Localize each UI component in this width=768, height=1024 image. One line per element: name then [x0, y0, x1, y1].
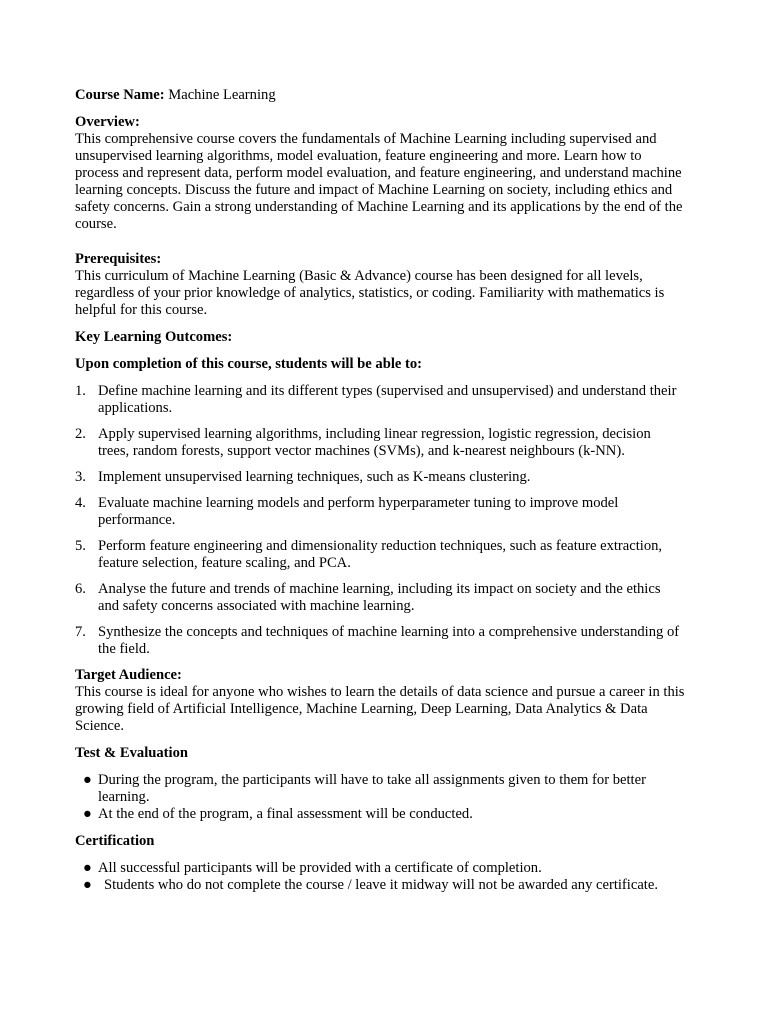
- bullet-icon: ●: [83, 772, 92, 788]
- outcome-text: Analyse the future and trends of machine learning, including its impact on society and the ethics and safety concerns associated with machine learning.: [98, 581, 661, 614]
- outcome-text: Apply supervised learning algorithms, including linear regression, logistic regression, decision trees, random forests, support vector machines (SVMs), and k-nearest neighbours (k-NN).: [98, 426, 651, 459]
- outcome-number: 1.: [75, 383, 86, 399]
- course-name-label: Course Name:: [75, 87, 165, 103]
- outcome-text: Define machine learning and its different types (supervised and unsupervised) and understand their applications.: [98, 383, 677, 416]
- outcome-number: 7.: [75, 624, 86, 640]
- evaluation-text: At the end of the program, a final assessment will be conducted.: [98, 806, 473, 822]
- evaluation-list: [75, 772, 685, 823]
- outcome-number: 6.: [75, 581, 86, 597]
- outcome-text: Implement unsupervised learning techniques, such as K-means clustering.: [98, 469, 531, 485]
- outcomes-intro-text: Upon completion of this course, students will be able to:: [75, 356, 423, 372]
- course-name-line: [75, 87, 685, 104]
- audience-heading: [75, 667, 685, 684]
- audience-text: This course is ideal for anyone who wishes to learn the details of data science and pursue a career in this growing field of Artificial Intelligence, Machine Learning, Deep Learning, Data Analytics & Data Science.: [75, 684, 685, 734]
- outcomes-list: [75, 383, 685, 658]
- certification-heading: [75, 833, 685, 850]
- bullet-icon: ●: [83, 806, 92, 822]
- certification-heading-text: Certification: [75, 833, 155, 849]
- evaluation-heading-text: Test & Evaluation: [75, 745, 188, 761]
- outcome-item: [75, 426, 685, 460]
- outcome-text: Evaluate machine learning models and perform hyperparameter tuning to improve model performance.: [98, 495, 619, 528]
- bullet-icon: ●: [83, 877, 92, 893]
- document-body: [75, 87, 685, 894]
- outcome-text: Synthesize the concepts and techniques of machine learning into a comprehensive understanding of the field.: [98, 624, 680, 657]
- certification-item: [75, 877, 685, 894]
- outcome-item: [75, 383, 685, 417]
- outcomes-heading-text: Key Learning Outcomes:: [75, 329, 233, 345]
- evaluation-heading: [75, 745, 685, 762]
- outcome-text: Perform feature engineering and dimensionality reduction techniques, such as feature extraction, feature selection, feature scaling, and PCA.: [98, 538, 663, 571]
- overview-heading: [75, 114, 685, 131]
- outcome-item: [75, 624, 685, 658]
- outcome-item: [75, 538, 685, 572]
- outcomes-intro: [75, 356, 685, 373]
- outcomes-heading: [75, 329, 685, 346]
- certification-item: [75, 860, 685, 877]
- prerequisites-heading: [75, 251, 685, 268]
- overview-heading-text: Overview:: [75, 114, 140, 130]
- certification-text: Students who do not complete the course / leave it midway will not be awarded any certificate.: [104, 877, 658, 893]
- outcome-number: 4.: [75, 495, 86, 511]
- outcome-number: 2.: [75, 426, 86, 442]
- outcome-item: [75, 495, 685, 529]
- evaluation-text: During the program, the participants will have to take all assignments given to them for better learning.: [98, 772, 646, 805]
- prerequisites-heading-text: Prerequisites:: [75, 251, 162, 267]
- prerequisites-text: This curriculum of Machine Learning (Basic & Advance) course has been designed for all levels, regardless of your prior knowledge of analytics, statistics, or coding. Familiarity with mathematics is helpful for this course.: [75, 268, 665, 318]
- overview-text: This comprehensive course covers the fundamentals of Machine Learning including supervised and unsupervised learning algorithms, model evaluation, feature engineering and more. Learn how to process and represent data, perform model evaluation, and feature engineering, and understand machine learning concepts. Discuss the future and impact of Machine Learning on society, including ethics and safety concerns. Gain a strong understanding of Machine Learning and its applications by the end of the course.: [75, 131, 683, 232]
- certification-list: [75, 860, 685, 894]
- certification-text: All successful participants will be provided with a certificate of completion.: [98, 860, 542, 876]
- outcome-number: 5.: [75, 538, 86, 554]
- outcome-item: [75, 581, 685, 615]
- audience-heading-text: Target Audience:: [75, 667, 182, 683]
- bullet-icon: ●: [83, 860, 92, 876]
- evaluation-item: [75, 806, 685, 823]
- outcome-item: [75, 469, 685, 486]
- evaluation-item: [75, 772, 685, 806]
- outcome-number: 3.: [75, 469, 86, 485]
- course-name-value: Machine Learning: [168, 87, 276, 103]
